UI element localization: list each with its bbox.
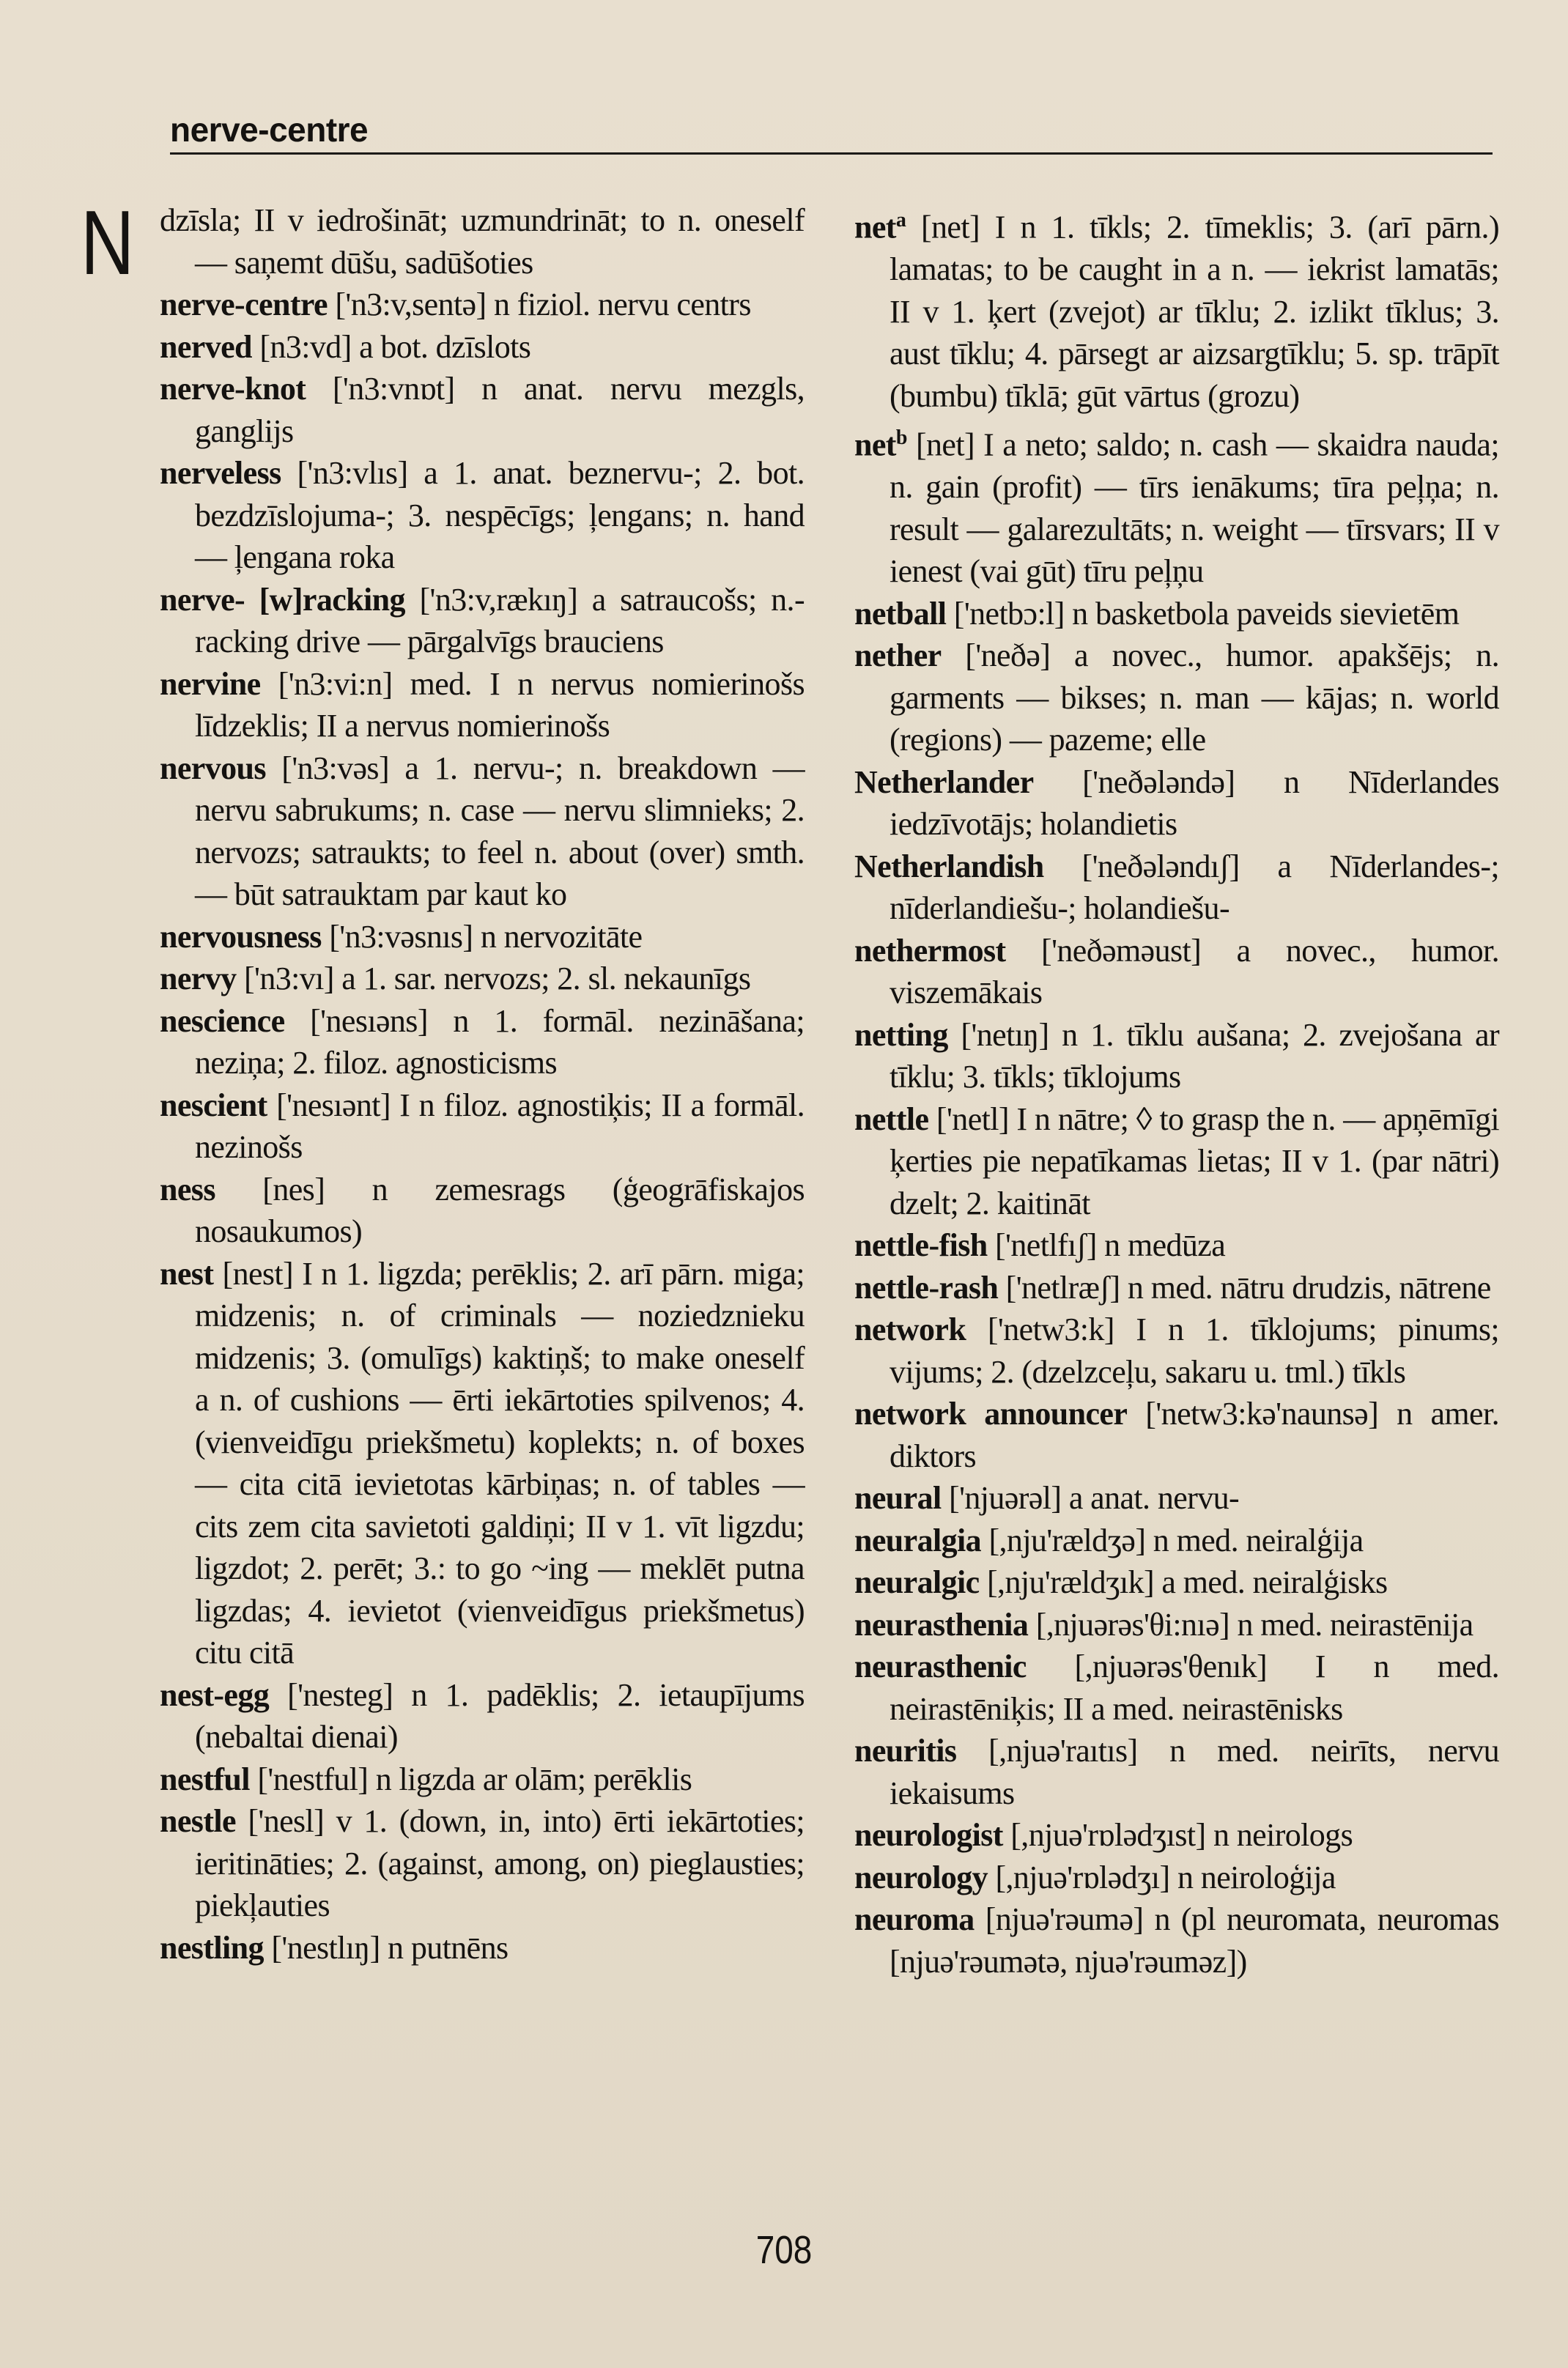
entry-definition: [,njuərəs'θi:nıə] n med. neirastēnija <box>1035 1606 1473 1643</box>
entry-definition: dzīsla; II v iedrošināt; uzmundrināt; to n. oneself — saņemt dūšu, sadūšoties <box>160 202 805 281</box>
dictionary-entry <box>854 634 1499 761</box>
dictionary-entry <box>854 1561 1499 1604</box>
entry-headword: nerve-centre <box>160 286 328 322</box>
dictionary-entry <box>160 1927 805 1969</box>
entry-headword: Netherlandish <box>854 848 1044 884</box>
header-rule <box>170 152 1493 155</box>
entry-definition: ['netbɔ:l] n basketbola paveids sievietēm <box>953 595 1460 632</box>
dictionary-entry <box>854 1014 1499 1098</box>
dictionary-entry <box>854 417 1499 593</box>
entry-headword: nescience <box>160 1002 285 1039</box>
entry-definition: ['n3:vəsnıs] n nervozitāte <box>329 918 643 955</box>
entry-definition: ['netlræʃ] n med. nātru drudzis, nātrene <box>1005 1269 1491 1306</box>
entry-headword: netting <box>854 1016 948 1053</box>
entry-headword: network <box>854 1311 966 1348</box>
entry-headword: nescient <box>160 1087 267 1123</box>
entry-definition: [,njuə'rɒlədʒıst] n neirologs <box>1010 1817 1353 1854</box>
dictionary-entry <box>854 1604 1499 1646</box>
entry-definition: ['n3:vı] a 1. sar. nervozs; 2. sl. nekaunīgs <box>243 961 751 996</box>
dictionary-entry <box>160 368 805 452</box>
entry-definition: [n3:vd] a bot. dzīslots <box>259 328 531 365</box>
entry-headword: nervousness <box>160 918 322 955</box>
dictionary-entry <box>854 1267 1499 1309</box>
entry-headword: nethermost <box>854 932 1006 969</box>
entry-definition: ['nesteg] n 1. padēklis; 2. ietaupījums (nebaltai dienai) <box>195 1676 805 1755</box>
entry-definition: [,njuə'raıtıs] n med. neirīts, nervu iekaisums <box>890 1733 1499 1811</box>
dictionary-entry <box>854 593 1499 635</box>
entry-definition: ['n3:v,sentə] n fiziol. nervu centrs <box>335 286 751 322</box>
running-head: nerve-centre <box>170 111 369 149</box>
entry-definition: ['nestlıŋ] n putnēns <box>271 1929 509 1966</box>
entry-definition: ['n3:v,rækıŋ] a satraucošs; n.-racking drive — pārgalvīgs brauciens <box>195 581 805 659</box>
entry-definition: ['n3:vi:n] med. I n nervus nomierinošs līdzeklis; II a nervus nomierinošs <box>195 665 805 744</box>
entry-headword: nestle <box>160 1803 236 1839</box>
entry-headword: Netherlander <box>854 763 1034 800</box>
entry-definition: ['nesıəns] n 1. formāl. nezināšana; neziņa; 2. filoz. agnosticisms <box>195 1002 805 1081</box>
entry-headword: neurologist <box>854 1817 1003 1854</box>
dictionary-entry <box>160 1169 805 1253</box>
entry-definition: ['netl] I n nātre; ◊ to grasp the n. — apņēmīgi ķerties pie nepatīkamas lietas; II v 1. (par nātri) dzelt; 2. kaitināt <box>890 1100 1499 1221</box>
entry-headword: neural <box>854 1480 942 1517</box>
dictionary-entry <box>854 761 1499 846</box>
entry-headword: nettle <box>854 1100 929 1137</box>
dictionary-entry <box>854 199 1499 417</box>
entry-headword: nerve- [w]racking <box>160 581 405 618</box>
entry-definition: [,njuə'rɒlədʒı] n neiroloģija <box>995 1859 1336 1895</box>
entry-headword: neuralgia <box>854 1522 982 1558</box>
entry-definition: [nes] n zemesrags (ģeogrāfiskajos nosaukumos) <box>195 1171 805 1249</box>
entry-headword: neuritis <box>854 1733 957 1769</box>
dictionary-entry <box>854 1098 1499 1225</box>
dictionary-entry <box>160 579 805 663</box>
dictionary-entry <box>160 199 805 284</box>
entry-headword: nervine <box>160 665 261 702</box>
dictionary-entry <box>160 1674 805 1758</box>
left-column <box>160 199 805 1969</box>
entry-headword: neurology <box>854 1859 988 1895</box>
page-number: 708 <box>755 2228 813 2272</box>
dictionary-entry <box>854 1224 1499 1267</box>
entry-headword: net <box>854 426 896 463</box>
dictionary-entry <box>160 916 805 958</box>
entry-headword: neurasthenic <box>854 1649 1027 1685</box>
dictionary-entry <box>854 1393 1499 1477</box>
dictionary-entry <box>854 1520 1499 1562</box>
entry-headword: network announcer <box>854 1396 1128 1432</box>
entry-headword: nervous <box>160 750 266 786</box>
entry-definition: ['nesl] v 1. (down, in, into) ērti iekārtoties; ieritināties; 2. (against, among, on) pieglausties; piekļauties <box>195 1803 805 1923</box>
entry-headword: nestling <box>160 1929 264 1966</box>
entry-definition: ['n3:vəs] a 1. nervu-; n. breakdown — nervu sabrukums; n. case — nervu slimnieks; 2. nervozs; satraukts; to feel n. about (over) smth. — būt satrauktam par kaut ko <box>195 750 805 912</box>
dictionary-entry <box>854 1898 1499 1983</box>
entry-definition: ['netlfıʃ] n medūza <box>995 1227 1226 1264</box>
entry-definition: ['neðəməust] a novec., humor. viszemākais <box>890 932 1499 1011</box>
dictionary-entry <box>854 1730 1499 1814</box>
entry-headword: nest-egg <box>160 1676 270 1713</box>
entry-headword: nerved <box>160 328 252 365</box>
section-letter: N <box>81 193 135 294</box>
dictionary-entry <box>854 1646 1499 1730</box>
right-column <box>854 199 1499 1983</box>
entry-definition: [,nju'rældʒə] n med. neiralģija <box>988 1522 1364 1558</box>
dictionary-entry <box>160 958 805 1000</box>
entry-headword: ness <box>160 1171 215 1207</box>
entry-definition: ['neðələndə] n Nīderlandes iedzīvotājs; holandietis <box>890 763 1499 843</box>
entry-definition: [,nju'rældʒık] a med. neiralģisks <box>987 1564 1388 1601</box>
dictionary-entry <box>854 930 1499 1014</box>
entry-headword: nerve-knot <box>160 371 306 407</box>
dictionary-entry <box>160 1000 805 1084</box>
entry-definition: ['n3:vnɒt] n anat. nervu mezgls, ganglijs <box>195 371 805 449</box>
dictionary-entry <box>160 326 805 369</box>
entry-definition: ['neðələndıʃ] a Nīderlandes-; nīderlandiešu-; holandiešu- <box>890 848 1499 927</box>
dictionary-entry <box>160 1758 805 1801</box>
dictionary-entry <box>854 1477 1499 1520</box>
entry-definition: ['nesıənt] I n filoz. agnostiķis; II a formāl. nezinošs <box>195 1087 805 1165</box>
entry-headword: nettle-rash <box>854 1269 999 1306</box>
entry-definition: ['nestful] n ligzda ar olām; perēklis <box>257 1761 692 1797</box>
entry-headword: nettle-fish <box>854 1227 988 1264</box>
dictionary-entry <box>160 1253 805 1674</box>
entry-headword: nervy <box>160 961 237 996</box>
homonym-superscript: b <box>895 426 907 450</box>
entry-definition: [net] I a neto; saldo; n. cash — skaidra nauda; n. gain (profit) — tīrs ienākums; tīra peļņa; n. result — galarezultāts; n. weight — tīrsvars; II v ienest (vai gūt) tīru peļņu <box>890 426 1499 590</box>
entry-headword: neurasthenia <box>854 1606 1029 1643</box>
dictionary-entry <box>854 1857 1499 1899</box>
entry-definition: ['neðə] a novec., humor. apakšējs; n. garments — bikses; n. man — kājas; n. world (regions) — pazeme; elle <box>890 637 1499 758</box>
entry-definition: [njuə'rəumə] n (pl neuromata, neuromas [njuə'rəumətə, njuə'rəuməz]) <box>890 1901 1500 1980</box>
dictionary-entry <box>854 1814 1499 1857</box>
entry-definition: ['n3:vlıs] a 1. anat. beznervu-; 2. bot. bezdzīslojuma-; 3. nespēcīgs; ļengans; n. hand — ļengana roka <box>195 455 805 575</box>
dictionary-entry <box>160 1800 805 1927</box>
dictionary-entry <box>160 452 805 579</box>
entry-definition: ['netıŋ] n 1. tīklu aušana; 2. zvejošana ar tīklu; 3. tīkls; tīklojums <box>890 1016 1499 1095</box>
entry-headword: neuroma <box>854 1901 975 1938</box>
dictionary-entry <box>160 747 805 916</box>
entry-definition: ['netw3:k] I n 1. tīklojums; pinums; vijums; 2. (dzelzceļu, sakaru u. tml.) tīkls <box>890 1311 1499 1390</box>
entry-definition: ['njuərəl] a anat. nervu- <box>949 1480 1240 1517</box>
entry-headword: nest <box>160 1255 214 1292</box>
dictionary-entry <box>160 284 805 326</box>
dictionary-entry <box>160 1084 805 1169</box>
entry-headword: neuralgic <box>854 1564 980 1601</box>
entry-headword: nestful <box>160 1761 250 1797</box>
entry-headword: netball <box>854 595 947 632</box>
homonym-superscript: a <box>895 209 906 232</box>
dictionary-entry <box>854 1309 1499 1393</box>
dictionary-entry <box>854 846 1499 930</box>
entry-headword: nerveless <box>160 455 281 491</box>
entry-headword: nether <box>854 637 942 674</box>
entry-definition: [net] I n 1. tīkls; 2. tīmeklis; 3. (arī pārn.) lamatas; to be caught in a n. — iekrist lamatās; II v 1. ķert (zvejot) ar tīklu; 2. izlikt tīklus; 3. aust tīklu; 4. pārsegt ar aizsargtīklu; 5. sp. trāpīt (bumbu) tīklā; gūt vārtus (grozu) <box>890 209 1499 414</box>
entry-definition: ['netw3:kə'naunsə] n amer. diktors <box>890 1396 1500 1474</box>
entry-headword: net <box>854 209 896 245</box>
entry-definition: [nest] I n 1. ligzda; perēklis; 2. arī pārn. miga; midzenis; n. of criminals — noziedznieku midzenis; 3. (omulīgs) kaktiņš; to make oneself a n. of cushions — ērti iekārtoties spilvenos; 4. (vienveidīgu priekšmetu) koplekts; n. of boxes — cita citā ievietotas kārbiņas; n. of tables — cits zem cita savietoti galdiņi; II v 1. vīt ligzdu; ligzdot; 2. perēt; 3.: to go ~ing — meklēt putna ligzdas; 4. ievietot (vienveidīgus priekšmetus) citu citā <box>195 1255 805 1670</box>
entry-definition: [,njuərəs'θenık] I n med. neirastēniķis; II a med. neirastēnisks <box>890 1649 1499 1727</box>
dictionary-entry <box>160 663 805 747</box>
